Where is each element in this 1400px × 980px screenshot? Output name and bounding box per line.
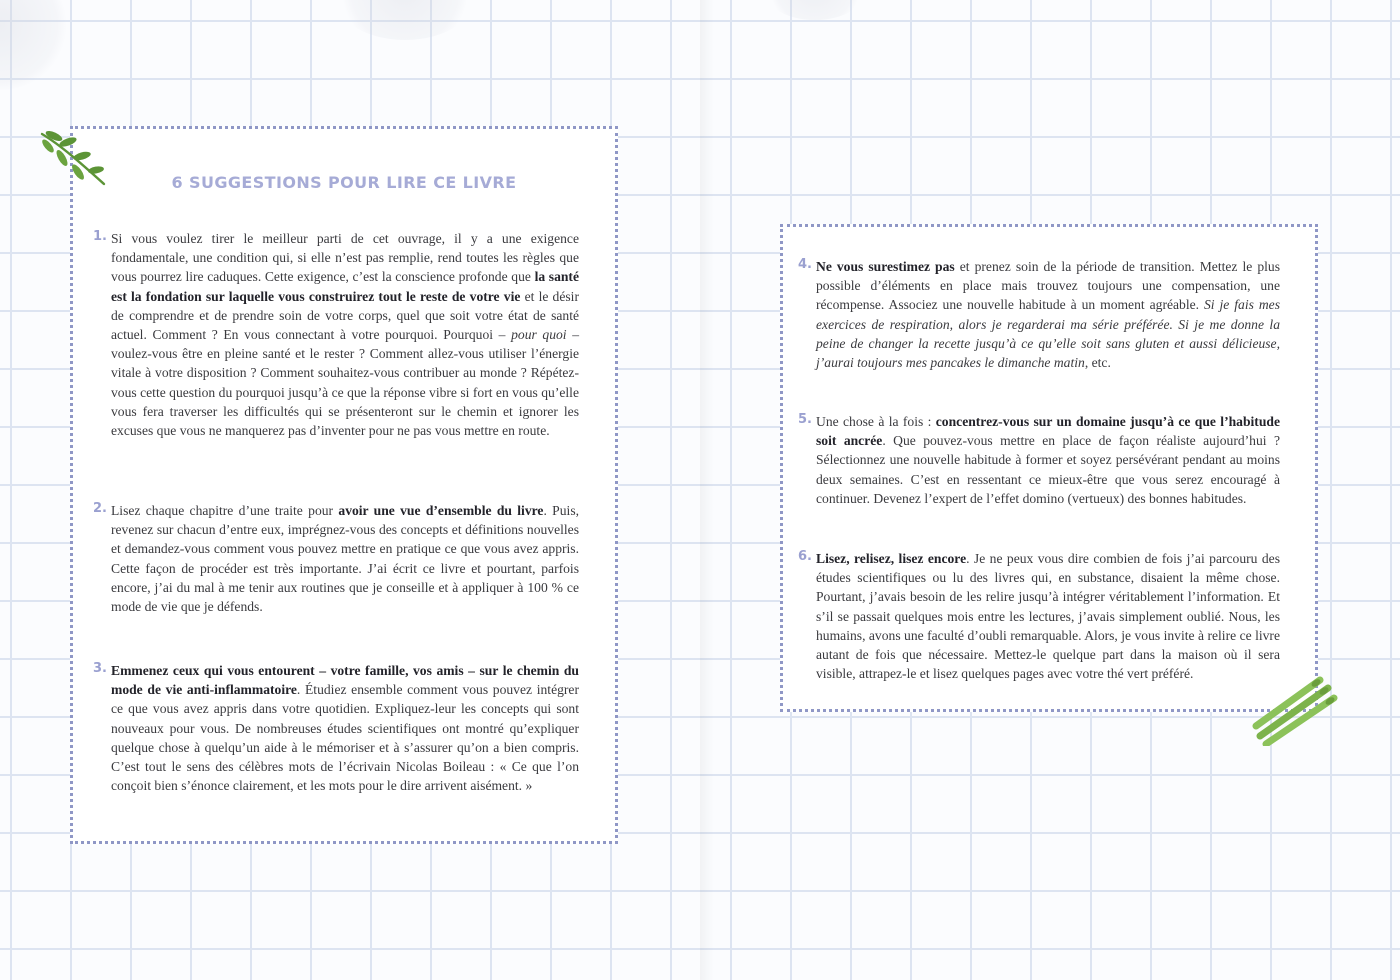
suggestion-number: 6. — [798, 549, 812, 564]
text-run: . Je ne peux vous dire combien de fois j’ai parcouru des études scientifiques ou lu des livres qui, en substance, disaient la même chose. Pourtant, j’avais besoin de les relire jusqu’à intégrer véritablement l’information. Et s’il se passait quelques mois entre les lectures, j’avais simplement oublié. Nous, les humains, avons une faculté d’oubli remarquable. Alors, je vous invite à relire ce livre autant de fois que nécessaire. Mettez-le quelque part dans la maison où il sera visible, attrapez-le et lisez quelques pages avec votre thé vert préféré. — [816, 551, 1280, 682]
suggestions-box-left — [70, 126, 618, 844]
suggestion-item-3 — [93, 661, 579, 795]
page-title: 6 SUGGESTIONS POUR LIRE CE LIVRE — [171, 173, 517, 192]
emphasis-text: concentrez-vous sur un domaine jusqu’à ce que l’habitude soit ancrée — [816, 414, 1280, 449]
suggestion-text — [111, 661, 579, 795]
suggestion-number: 4. — [798, 257, 812, 272]
suggestion-text — [111, 501, 579, 616]
text-run: et le désir de comprendre et de prendre soin de votre corps, quel que soit votre état de santé actuel. Comment ? En vous connectant à votre pourquoi. Pourquoi – — [111, 288, 579, 343]
suggestion-number: 2. — [93, 501, 107, 516]
text-run: Une chose à la fois : — [816, 414, 936, 429]
suggestion-item-6 — [798, 549, 1280, 683]
suggestion-number: 1. — [93, 229, 107, 244]
suggestion-text — [816, 257, 1280, 372]
text-run: – voulez-vous être en pleine santé et le rester ? Comment allez-vous utiliser l’énergie vitale à votre disposition ? Comment souhaitez-vous contribuer au monde ? Répétez-vous cette question du pourquoi jusqu’à ce que la réponse vibre si fort en vous qu’elle vous fera traverser les difficultés qui se présenteront sur le chemin et ignorer les excuses que vous ne manquerez pas d’inventer pour ne pas vous mettre en route. — [111, 327, 579, 439]
emphasis-text: la santé est la fondation sur laquelle vous construirez tout le reste de votre vie — [111, 269, 579, 304]
text-run: Lisez chaque chapitre d’une traite pour — [111, 503, 339, 518]
page-spine — [700, 0, 714, 980]
text-run: . Que pouvez-vous mettre en place de façon réaliste aujourd’hui ? Sélectionnez une nouvelle habitude à former et soyez persévérant pendant au moins deux semaines. C’est en ressentant ce mieux-être que vous serez encouragé à continuer. Devenez l’expert de l’effet domino (vertueux) des bonnes habitudes. — [816, 433, 1280, 506]
text-run: Si vous voulez tirer le meilleur parti de cet ouvrage, il y a une exigence fondamentale, une condition qui, si elle n’est pas remplie, rend toutes les règles que vous pourrez lire caduques. Cette exigence, c’est la conscience profonde que — [111, 231, 579, 285]
text-run: , etc. — [1084, 355, 1111, 371]
text-run: . Étudiez ensemble comment vous pouvez intégrer ce que vous avez appris dans votre quotidien. Expliquez-leur les concepts qui sont nouveaux pour vous. De nombreuses études scientifiques ont montré qu’expliquer quelque chose à quelqu’un aide à le mémoriser et à s’assurer qu’on a bien compris. C’est tout le sens des célèbres mots de l’écrivain Nicolas Boileau : « Ce que l’on conçoit bien s’énonce clairement, et les mots pour le dire arrivent aisément. » — [111, 682, 579, 794]
emphasis-text: Ne vous surestimez pas — [816, 259, 955, 274]
suggestion-item-1 — [93, 229, 579, 440]
suggestion-number: 5. — [798, 412, 812, 427]
suggestions-box-right — [780, 224, 1318, 712]
emphasis-text: avoir une vue d’ensemble du livre — [338, 503, 544, 518]
suggestion-number: 3. — [93, 661, 107, 676]
italic-text: pour quoi — [511, 327, 567, 343]
background-blob — [760, 0, 870, 20]
italic-text: Si je fais mes exercices de respiration, alors je regarderai ma série préférée. Si je me donne la peine de changer la recette jusqu’à ce qu’elle soit sans gluten et aussi délicieuse, j’aurai toujours mes pancakes le dimanche matin — [816, 297, 1280, 371]
suggestion-item-2 — [93, 501, 579, 616]
background-blob — [0, 0, 70, 90]
suggestion-text — [816, 549, 1280, 683]
suggestion-item-5 — [798, 412, 1280, 508]
text-run: . Puis, revenez sur chacun d’entre eux, imprégnez-vous des concepts et définitions nouvelles et demandez-vous comment vous pouvez mettre en pratique ce que vous avez appris. Cette façon de procéder est très importante. J’ai écrit ce livre et pourtant, parfois encore, j’ai du mal à me tenir aux routines que je conseille et à appliquer à 100 % ce mode de vie que je défends. — [111, 503, 580, 615]
emphasis-text: Lisez, relisez, lisez encore — [816, 551, 967, 566]
olive-branch-icon — [38, 128, 110, 190]
suggestion-text — [111, 229, 579, 440]
suggestion-text — [816, 412, 1280, 508]
emphasis-text: Emmenez ceux qui vous entourent – votre famille, vos amis – sur le chemin du mode de vie anti-inflammatoire — [111, 663, 579, 698]
text-run: et prenez soin de la période de transition. Mettez le plus possible d’éléments en place mais trouvez toujours une compensation, une récompense. Associez une nouvelle habitude à un moment agréable. — [816, 259, 1280, 313]
asparagus-icon — [1250, 672, 1338, 746]
background-blob — [330, 0, 480, 40]
suggestion-item-4 — [798, 257, 1280, 372]
